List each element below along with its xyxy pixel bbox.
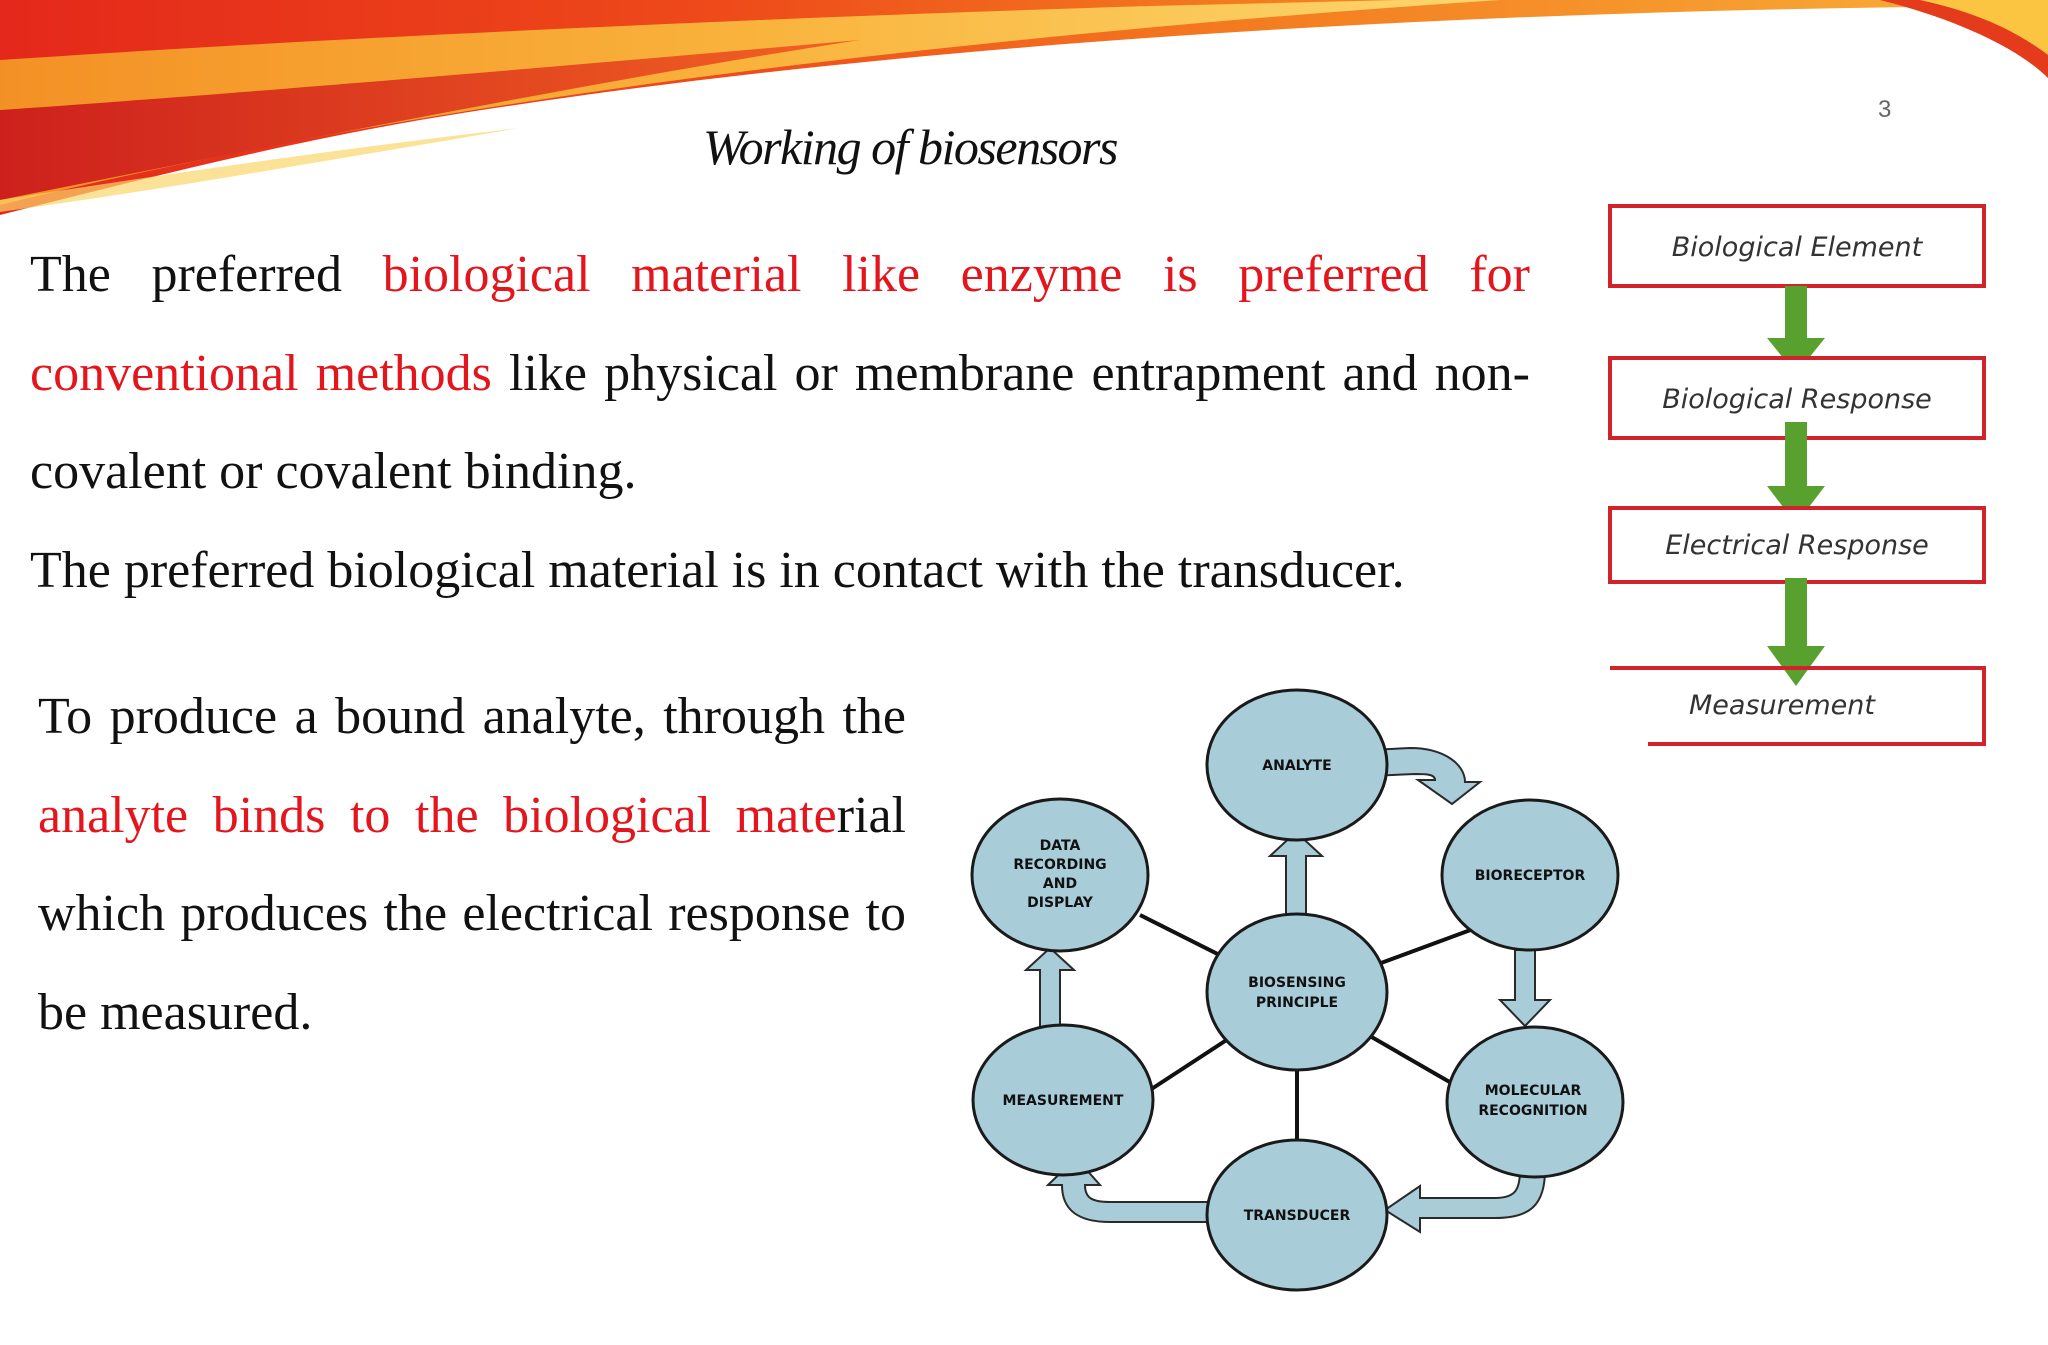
node-label-analyte: ANALYTE (1262, 758, 1332, 774)
flow-step-label: Electrical Response (1665, 530, 1929, 561)
arrow-bioreceptor-to-molecular (1500, 950, 1550, 1026)
biosensing-cycle-diagram (960, 670, 1660, 1310)
biosensor-flowchart (1600, 196, 2010, 756)
node-label-bioreceptor: BIORECEPTOR (1474, 868, 1586, 884)
paragraph-contact-transducer: The preferred biological material is in contact with the transducer. (30, 542, 1405, 599)
node-label-principle: PRINCIPLE (1255, 995, 1339, 1011)
node-label-display: DISPLAY (1027, 895, 1093, 911)
node-label-data: DATA (1039, 838, 1081, 854)
paragraph1-text-c: like physical or membrane entrapment and non- covalent or covalent binding. (30, 344, 1530, 500)
node-label-measurement: MEASUREMENT (1002, 1093, 1124, 1109)
arrow-measurement-to-data (1026, 948, 1074, 1030)
paragraph3-text-c: rial which produces the electrical response to be measured. (38, 786, 906, 1041)
paragraph1-highlight: biological material like enzyme is preferred for conventional methods (30, 246, 1531, 402)
node-label-recording: RECORDING (1013, 857, 1107, 873)
node-molecular-recognition (1447, 1027, 1623, 1177)
flow-step-biological-element (1610, 206, 1984, 286)
node-biosensing-principle (1207, 914, 1387, 1070)
paragraph3-highlight: analyte binds to the biological mate (38, 786, 837, 844)
node-label-and: AND (1042, 876, 1078, 892)
node-label-recognition: RECOGNITION (1478, 1103, 1588, 1119)
slide-title: Working of biosensors (703, 119, 1117, 175)
paragraph-preferred-material (30, 226, 1530, 522)
arrow-center-to-analyte (1270, 832, 1322, 914)
flow-step-label: Measurement (1689, 690, 1875, 721)
slide-number: 3 (1878, 96, 1892, 123)
arrow-molecular-to-transducer (1385, 1170, 1545, 1232)
paragraph-bound-analyte (38, 668, 906, 1062)
flow-step-label: Biological Element (1671, 232, 1923, 263)
flow-step-electrical-response (1610, 508, 1984, 582)
paragraph3-text-a: To produce a bound analyte, through the (38, 688, 906, 745)
flow-step-label: Biological Response (1662, 384, 1932, 415)
node-data-recording (972, 799, 1148, 951)
node-label-transducer: TRANSDUCER (1243, 1208, 1351, 1224)
node-label-biosensing: BIOSENSING (1248, 975, 1346, 991)
node-label-molecular: MOLECULAR (1484, 1083, 1582, 1099)
paragraph1-text-a: The preferred (30, 246, 383, 303)
